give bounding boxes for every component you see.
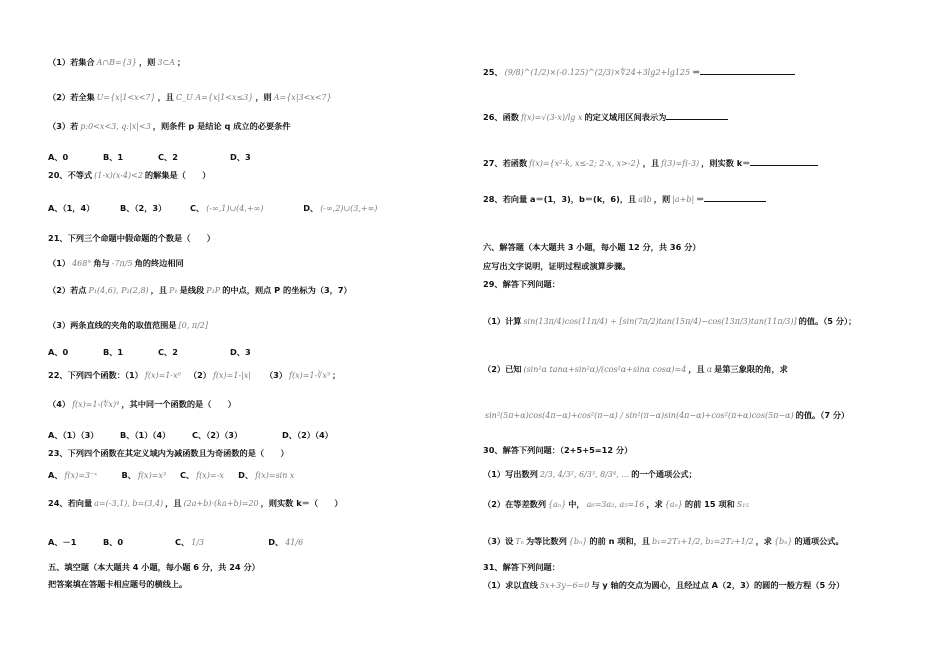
question-text: A、0 <box>48 347 69 357</box>
question-text: 是线段 <box>179 285 205 295</box>
question-text: ，且 <box>642 158 660 168</box>
math-expression: |a+b| <box>672 195 695 204</box>
math-expression: P₁(4,6), P₂(2,8) <box>88 286 149 295</box>
question-text: A、（1，4） <box>48 203 95 213</box>
left-line <box>48 320 210 331</box>
question-text: C、（2）（3） <box>192 430 243 440</box>
question-text: 30、解答下列问题：（2+5+5=12 分） <box>483 445 633 455</box>
left-line <box>48 537 305 548</box>
right-line <box>483 261 630 272</box>
question-text: ，且 <box>150 285 168 295</box>
question-text: 的通项公式。 <box>794 536 844 546</box>
left-line <box>48 121 291 132</box>
right-line <box>483 111 728 123</box>
question-text: 中， <box>568 499 585 509</box>
question-text: 的值。（5 分）； <box>798 316 857 326</box>
question-text: 应写出文字说明，证明过程或演算步骤。 <box>483 261 631 271</box>
left-line <box>48 579 187 590</box>
left-line <box>48 152 251 163</box>
math-expression: sin(13π/4)cos(11π/4) ÷ [sin(7π/2)tan(15π/4)−cos(13π/3)tan(11π/3)] <box>523 317 797 326</box>
left-line <box>48 470 296 481</box>
answer-blank[interactable] <box>666 111 728 120</box>
question-text: 六、解答题（本大题共 3 小题，每小题 12 分，共 36 分） <box>483 242 701 252</box>
question-text: （1）求以直线 <box>483 580 538 590</box>
question-text: （2） <box>188 370 211 380</box>
math-expression: sin²(5π+α)cos(4π−α)+cos²(π−α) / sin²(π−α)sin(4π−α)+cos²(π+α)cos(5π−α) <box>485 411 794 420</box>
question-text: 的前 n 项和，且 <box>589 536 650 546</box>
question-text: （3） <box>264 370 288 380</box>
left-line <box>48 370 340 381</box>
math-expression: Tₙ <box>515 537 524 546</box>
math-expression: A∩B={3} <box>96 58 137 67</box>
question-text: （3）两条直线的夹角的取值范围是 <box>48 320 177 330</box>
question-text: ，求 <box>646 499 663 509</box>
right-line <box>483 364 788 375</box>
left-line <box>48 258 184 269</box>
question-text: A、（1）（3） <box>48 430 99 440</box>
question-text: 的前 15 项和 <box>684 499 735 509</box>
question-text: 与 y 轴的交点为圆心，且经过点 A（2，3）的圆的一般方程（5 分） <box>591 580 845 590</box>
question-text: ，则 <box>138 57 156 67</box>
question-text: 25、 <box>483 67 503 77</box>
left-line <box>48 347 251 358</box>
math-expression: b₁=2T₁+1/2, b₂=2T₂+1/2 <box>652 537 754 546</box>
question-text: ，则实数 k＝ <box>701 158 751 168</box>
left-line <box>48 170 210 181</box>
question-text: 的中点，则点 P 的坐标为（3，7） <box>222 285 352 295</box>
question-text: 21、下列三个命题中假命题的个数是（ ） <box>48 233 215 243</box>
math-expression: {bₙ} <box>773 537 793 546</box>
question-text: （1）计算 <box>483 316 522 326</box>
question-text: ，且 <box>688 364 705 374</box>
question-text: （1）若集合 <box>48 57 95 67</box>
right-line <box>483 316 856 327</box>
math-expression: f(x)=1-|x| <box>212 371 252 380</box>
question-text: B、1 <box>103 347 124 357</box>
right-line <box>483 445 632 456</box>
math-expression: a₆=3a₂, a₅=16 <box>586 500 645 509</box>
question-text: 20、不等式 <box>48 170 93 180</box>
right-line <box>483 536 844 547</box>
question-text: D、 <box>303 203 319 213</box>
question-text: 22、下列四个函数：（1） <box>48 370 143 380</box>
right-line <box>483 66 795 78</box>
math-expression: f(x)=sin x <box>255 471 295 480</box>
question-text: D、（2）（4） <box>282 430 333 440</box>
answer-blank[interactable] <box>704 193 766 202</box>
question-text: （2）在等差数列 <box>483 499 547 509</box>
answer-blank[interactable] <box>750 157 818 166</box>
question-text: C、 <box>190 203 205 213</box>
question-text: ＝ <box>692 67 701 77</box>
right-line <box>483 580 844 591</box>
question-text: 五、填空题（本大题共 4 小题，每小题 6 分，共 24 分） <box>48 562 260 572</box>
question-text: （2）若全集 <box>48 92 95 102</box>
question-text: D、3 <box>230 152 251 162</box>
right-column <box>483 0 903 658</box>
math-expression: f(3)=f(-3) <box>661 159 700 168</box>
question-text: ＝ <box>696 194 705 204</box>
math-expression: U={x|1<x<7} <box>96 93 156 102</box>
question-text: B、（2，3） <box>120 203 167 213</box>
left-line <box>48 399 236 410</box>
question-text: 的解集是（ ） <box>144 170 211 180</box>
math-expression: 2/3, 4/3², 6/3³, 8/3⁴, … <box>539 470 630 479</box>
left-line <box>48 203 379 214</box>
math-expression: (9/8)^(1/2)×(-0.125)^(2/3)×∜24+3lg2+lg125 <box>504 68 691 77</box>
question-text: 23、下列四个函数在其定义域内为减函数且为奇函数的是（ ） <box>48 448 289 458</box>
math-expression: f(x)=1-x⁰ <box>144 371 181 380</box>
question-text: （4） <box>48 399 71 409</box>
left-line <box>48 498 343 509</box>
question-text: B、（1）（4） <box>120 430 171 440</box>
math-expression: f(x)=1-∛x³ <box>289 371 331 380</box>
math-expression: (1-x)(x-4)<2 <box>94 171 143 180</box>
math-expression: P₁ <box>169 286 178 295</box>
math-expression: 5x+3y−6=0 <box>539 581 590 590</box>
math-expression: {bₙ} <box>568 537 588 546</box>
question-text: ，则条件 p 是结论 q 成立的必要条件 <box>152 121 291 131</box>
right-line <box>483 157 818 169</box>
math-expression: a∥b <box>638 195 652 204</box>
math-expression: f(x)=3⁻ˣ <box>64 471 98 480</box>
math-expression: 41/6 <box>285 538 304 547</box>
math-expression: {aₙ} <box>548 500 567 509</box>
math-expression: (-∞,1)∪(4,+∞) <box>206 204 264 213</box>
math-expression: 3⊂A <box>157 58 175 67</box>
question-text: ，且 <box>165 498 182 508</box>
question-text: （1） <box>48 258 71 268</box>
question-text: ，且 <box>157 92 174 102</box>
math-expression: a=(-3,1), b=(3,4) <box>94 499 164 508</box>
question-text: B、0 <box>103 537 124 547</box>
question-text: 的定义域用区间表示为 <box>584 112 667 122</box>
question-text: C、2 <box>158 152 178 162</box>
math-expression: p:0<x<3, q:|x|<3 <box>80 122 151 131</box>
right-line <box>483 279 560 290</box>
question-text: ，求 <box>755 536 772 546</box>
left-column <box>48 0 463 658</box>
left-line <box>48 233 215 244</box>
question-text: A、 <box>48 470 63 480</box>
question-text: ，则实数 k＝（ ） <box>260 498 343 508</box>
question-text: ，则 <box>653 194 671 204</box>
math-expression: A={x|3<x<7} <box>273 93 332 102</box>
right-line <box>483 469 697 480</box>
question-text: 29、解答下列问题： <box>483 279 560 289</box>
math-expression: f(x)=-x <box>196 471 224 480</box>
right-line <box>483 193 766 205</box>
question-text: B、1 <box>103 152 124 162</box>
math-expression: (-∞,2)∪(3,+∞) <box>320 204 378 213</box>
question-text: （1）写出数列 <box>483 469 538 479</box>
question-text: D、 <box>268 537 284 547</box>
question-text: （3）设 <box>483 536 514 546</box>
math-expression: S₁₅ <box>736 500 749 509</box>
question-text: D、 <box>238 470 254 480</box>
left-line <box>48 448 289 459</box>
question-text: D、3 <box>230 347 251 357</box>
question-text: 把答案填在答题卡相应题号的横线上。 <box>48 579 188 589</box>
left-line <box>48 92 334 103</box>
question-text: （2）若点 <box>48 285 87 295</box>
math-expression: C_U A={x|1<x≤3} <box>175 93 254 102</box>
math-expression: (2a+b)·(ka+b)=20 <box>183 499 259 508</box>
question-text: （2）已知 <box>483 364 522 374</box>
math-expression: f(x)={x²-k, x≤-2; 2-x, x>-2} <box>529 159 641 168</box>
question-text: C、2 <box>158 347 178 357</box>
question-text: A、0 <box>48 152 69 162</box>
question-text: A、－1 <box>48 537 77 547</box>
math-expression: -7π/5 <box>111 259 133 268</box>
right-line <box>483 242 701 253</box>
math-expression: 1/3 <box>191 538 205 547</box>
question-text: 角与 <box>93 258 110 268</box>
question-text: 24、若向量 <box>48 498 93 508</box>
question-text: B、 <box>121 470 136 480</box>
question-text: ； <box>332 370 341 380</box>
question-text: 的值。（7 分） <box>795 410 850 420</box>
left-line <box>48 285 352 296</box>
math-expression: {aₙ} <box>664 500 683 509</box>
answer-blank[interactable] <box>700 66 795 75</box>
left-line <box>48 562 260 573</box>
right-line <box>483 562 560 573</box>
math-expression: α <box>706 365 713 374</box>
question-text: 角的终边相同 <box>134 258 184 268</box>
math-expression: f(x)=√(3-x)/lg x <box>520 113 583 122</box>
question-text: C、 <box>175 537 190 547</box>
question-text: 27、若函数 <box>483 158 528 168</box>
question-text: ； <box>176 57 186 67</box>
question-text: C、 <box>179 470 195 480</box>
question-text: ，则 <box>255 92 272 102</box>
right-line <box>483 499 751 510</box>
question-text: 31、解答下列问题： <box>483 562 560 572</box>
math-expression: 468° <box>72 259 92 268</box>
question-text: （3）若 <box>48 121 79 131</box>
question-text: 28、若向量 a＝(1，3)，b＝(k，6)，且 <box>483 194 637 204</box>
question-text: ，其中同一个函数的是（ ） <box>121 399 236 409</box>
question-text: 是第三象限的角，求 <box>714 364 788 374</box>
right-line <box>483 410 849 421</box>
math-expression: f(x)=x³ <box>137 471 167 480</box>
question-text: 的一个通项公式； <box>631 469 697 479</box>
math-expression: f(x)=1-(∜x)⁴ <box>72 400 120 409</box>
math-expression: [0, π/2] <box>178 321 208 330</box>
question-text: 26、函数 <box>483 112 519 122</box>
left-line <box>48 430 333 441</box>
left-line <box>48 57 185 68</box>
question-text: 为等比数列 <box>525 536 567 546</box>
math-expression: P₁P <box>206 286 221 295</box>
math-expression: (sin²α tanα+sin²α)/(cos²α+sinα cosα)=4 <box>523 365 687 374</box>
